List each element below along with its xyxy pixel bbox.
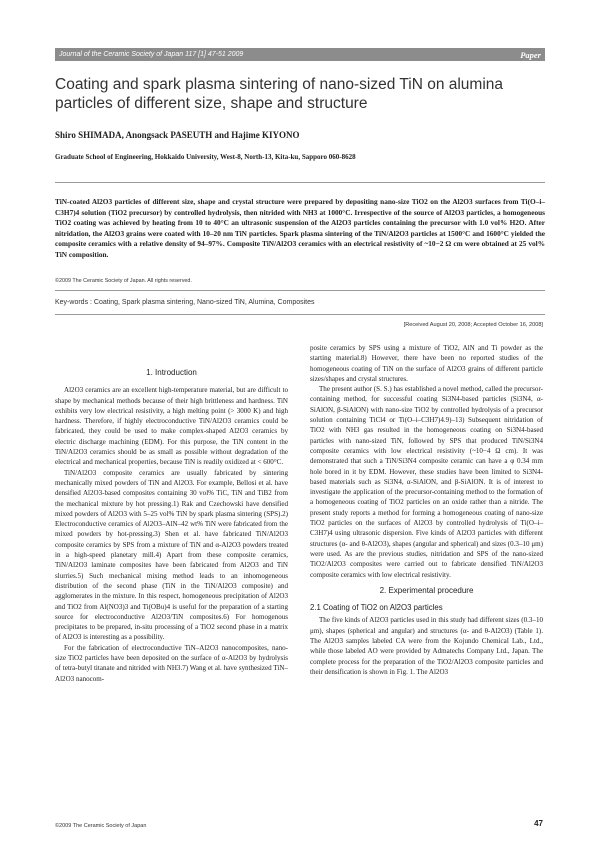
divider-bottom [55,314,545,315]
abstract-copyright: ©2009 The Ceramic Society of Japan. All rights reserved. [55,278,192,284]
intro-paragraph: The present author (S. S.) has established a novel method, called the precursor-containing method, for successful coating Si3N4-based particles (Si3N4, α-SiAlON, β-SiAlON) with nano-size TiO2 by controlled hydrolysis of a precursor solution containing TiCl4 or Ti(O–i–C3H7)4.9)–13) Subsequent nitridation of TiO2 with NH3 gas resulted in the homogeneous coating on Si3N4-based particles with nano-sized TiN, followed by SPS that produced TiN/Si3N4 composite ceramics with low electrical resistivity (~10−4 Ω cm). It was demonstrated that such a TiN/Si3N4 composite ceramic can have a φ 0.34 mm hole bored in it by EDM. However, these studies have been limited to Si3N4-based materials such as Si3N4, α-SiAlON, and β-SiAlON. It is of interest to investigate the application of the precursor-containing method to the formation of a homogeneous coating of TiO2 particles on an oxide rather than a nitride. The present study reports a method for forming a homogeneous coating of nano-size TiO2 particles on the surfaces of Al2O3 by controlled hydrolysis of Ti(O–i–C3H7)4 using ultrasonic dispersion. Five kinds of Al2O3 particles with different structures (α- and θ-Al2O3), shapes (angular and spherical) and sizes (0.3–10 μm) were used. As are the previous studies, nitridation and SPS of the nano-sized TiO2/Al2O3 composites were carried out to fabricate densified TiN/Al2O3 composite ceramics with low electrical resistivity. [310,385,543,579]
divider-top [55,182,545,183]
intro-paragraph: Al2O3 ceramics are an excellent high-temperature material, but are difficult to shape by mechanical methods because of their high brittleness and hardness. TiN exhibits very low electrical resistivity, a high melting point (> 3000 K) and high hardness. Therefore, if highly electroconductive TiN/Al2O3 ceramics could be fabricated, they could be used to make complex-shaped Al2O3 ceramics by electric discharge machining (EDM). For this purpose, the TiN content in the TiN/Al2O3 ceramics should be as small as possible without degradation of the electrical and mechanical properties, because TiN is readily oxidized at < 600°C. [55,386,288,467]
keywords: Key-words : Coating, Spark plasma sintering, Nano-sized TiN, Alumina, Composites [55,299,315,306]
subsection-heading-coating: 2.1 Coating of TiO2 on Al2O3 particles [310,603,443,613]
journal-citation: Journal of the Ceramic Society of Japan 117 [1] 47-51 2009 [59,51,244,58]
right-column [310,343,543,677]
intro-paragraph: For the fabrication of electroconductive TiN–Al2O3 nanocomposites, nano-size TiO2 particles have been deposited on the surface of α-Al2O3 by hydrolysis of tetra-butyl titanate and nitrided with NH3.7) Wang et al. have synthesized TiN–Al2O3 nanocom- [55,643,288,683]
intro-paragraph: TiN/Al2O3 composite ceramics are usually fabricated by sintering mechanically mixed powders of TiN and Al2O3. For example, Bellosi et al. have densified Al2O3-based composites containing 30 vol% TiC, TiN and TiB2 from the mechanical mixture by hot pressing.1) Rak and Czechowski have densified mixed powders of Al2O3 with 5–25 vol% TiN by spark plasma sintering (SPS).2) Electroconductive ceramics of Al2O3–AlN–42 wt% TiN were fabricated from the mixed powders by hot-pressing.3) Shen et al. have fabricated TiN/Al2O3 composite ceramics by SPS from a mixture of TiN and α-Al2O3 powders treated in a high-speed planetary mill.4) Apart from these composite ceramics, TiN/Al2O3 laminate composites have been fabricated from Al2O3 and TiN slurries.5) Such mechanical mixing method leads to an inhomogeneous distribution of the second phase (TiN in the TiN/Al2O3 composite) and agglomerates in the mixture. In this respect, homogeneous precipitation of Al2O3 and TiO2 from Al(NO3)3 and Ti(OBu)4 is useful for the preparation of a starting source for electroconductive Al2O3/TiN composites.6) For homogenous precipitates to be prepared, in-situ processing of a TiO2 second phase in a matrix of Al2O3 is interesting as a possibility. [55,468,288,642]
author-affiliation: Graduate School of Engineering, Hokkaido University, West-8, North-13, Kita-ku, Sapporo 060-8628 [55,153,356,161]
running-header [55,48,545,61]
section-heading-experimental: 2. Experimental procedure [379,585,474,595]
article-type-tag: Paper [520,49,541,60]
divider-mid [55,290,545,291]
received-dates: [Received August 20, 2008; Accepted October 16, 2008] [403,322,543,328]
experimental-paragraph: The five kinds of Al2O3 particles used in this study had different sizes (0.3–10 μm), shapes (spherical and angular) and structures (α- and θ-Al2O3) (Table 1). The Al2O3 samples labeled CA were from the Kojundo Chemical Lab., Ltd., while those labeled AO were provided by Admatechs Company Ltd., Japan. The complete process for the preparation of the TiO2/Al2O3 composite particles and their densification is shown in Fig. 1. The Al2O3 [310,616,543,676]
article-title: Coating and spark plasma sintering of nano-sized TiN on alumina particles of different size, shape and structure [55,76,504,112]
footer-copyright: ©2009 The Ceramic Society of Japan [55,823,147,829]
article-authors: Shiro SHIMADA, Anongsack PASEUTH and Hajime KIYONO [55,130,300,140]
abstract: TiN-coated Al2O3 particles of different size, shape and crystal structure were prepared by depositing nano-size TiO2 on the Al2O3 surfaces from Ti(O–i–C3H7)4 solution (TiO2 precursor) by controlled hydrolysis, then nitrided with NH3 at 1000°C. Irrespective of the source of Al2O3 particles, a homogeneous TiO2 coating was achieved by heating from 10 to 40°C an ultrasonic suspension of the Al2O3 particles containing the precursor with 1.0 vol% H2O. After nitridation, the Al2O3 grains were coated with 10–20 nm TiN particles. Spark plasma sintering of the TiN/Al2O3 particles at 1500°C and 1600°C yielded the composite ceramics with a relative density of 94–97%. Composite TiN/Al2O3 ceramics with an electrical resistivity of ~10−2 Ω cm were obtained at 25 vol% TiN composition. [55,197,545,259]
intro-paragraph-continued: posite ceramics by SPS using a mixture of TiO2, AlN and Ti powder as the starting material.8) However, there have been no reported studies of the homogeneous coating of TiN on the surface of Al2O3 grains of different particle sizes/shapes and crystal structures. [310,344,543,383]
page-number: 47 [534,819,543,828]
section-heading-introduction: 1. Introduction [146,368,197,377]
left-column [55,368,288,684]
